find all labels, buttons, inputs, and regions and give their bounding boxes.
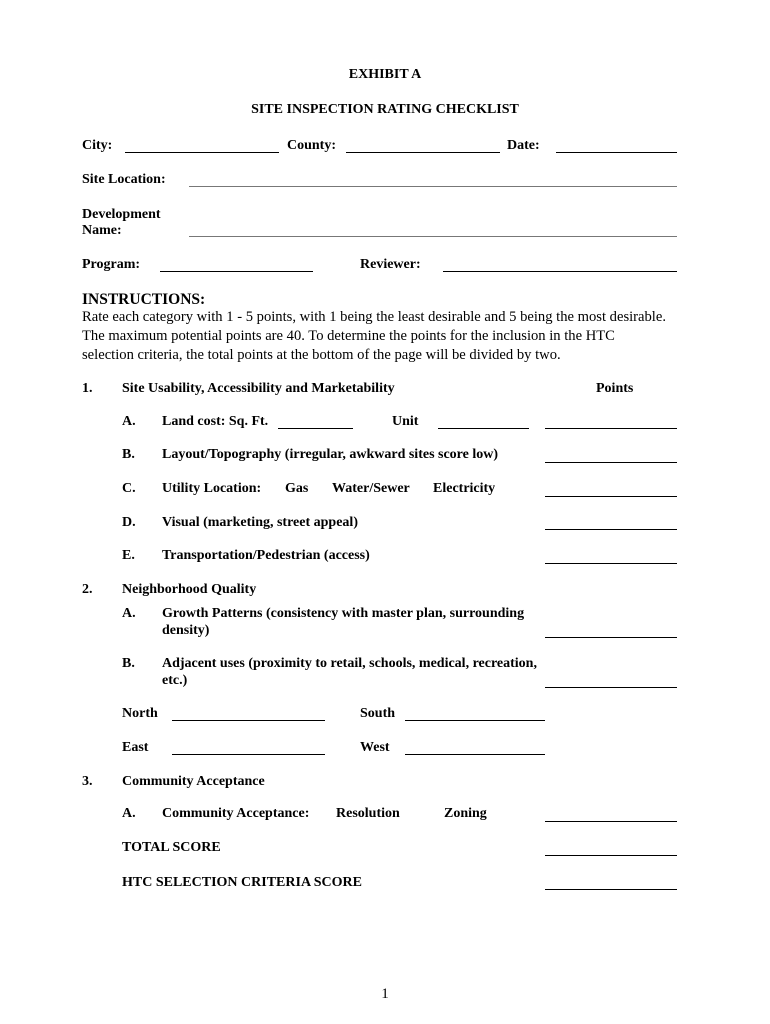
county-field[interactable] [346,152,500,153]
points-field-2a[interactable] [545,637,677,638]
resolution-label: Resolution [336,806,400,821]
section1-title: Site Usability, Accessibility and Marketability [122,381,395,396]
item-1a-label: Land cost: Sq. Ft. [162,414,269,429]
points-field-1b[interactable] [545,462,677,463]
county-label: County: [287,138,337,153]
reviewer-field[interactable] [443,271,677,272]
item-1d-letter: D. [122,515,136,530]
reviewer-label: Reviewer: [360,257,421,272]
item-1d-label: Visual (marketing, street appeal) [162,515,358,530]
item-1e-letter: E. [122,548,135,563]
development-label-line2: Name: [82,223,122,238]
city-field[interactable] [125,152,279,153]
item-1c-letter: C. [122,481,136,496]
points-field-1c[interactable] [545,496,677,497]
east-field[interactable] [172,754,325,755]
points-field-2b[interactable] [545,687,677,688]
instructions-line: Rate each category with 1 - 5 points, with 1 being the least desirable and 5 being the most desirable. [82,309,666,325]
total-score-label: TOTAL SCORE [122,840,221,855]
instructions-text [82,308,688,365]
instructions-line: The maximum potential points are 40. To determine the points for the inclusion in the HTC [82,328,615,344]
item-3a-label: Community Acceptance: [162,806,310,821]
item-2b-label-line2: etc.) [162,673,188,688]
north-label: North [122,706,158,721]
electricity-label: Electricity [433,481,496,496]
program-field[interactable] [160,271,313,272]
date-field[interactable] [556,152,677,153]
west-label: West [360,740,390,755]
development-name-field[interactable] [189,236,677,237]
instructions-line: selection criteria, the total points at the bottom of the page will be divided by two. [82,347,561,363]
unit-field[interactable] [438,428,529,429]
htc-score-field[interactable] [545,889,677,890]
points-header: Points [596,381,634,396]
item-2a-label-line2: density) [162,623,210,638]
section1-number: 1. [82,381,93,396]
east-label: East [122,740,149,755]
section2-title: Neighborhood Quality [122,582,257,597]
section2-number: 2. [82,582,93,597]
points-field-3a[interactable] [545,821,677,822]
west-field[interactable] [405,754,545,755]
instructions-heading: INSTRUCTIONS: [82,291,206,308]
item-1b-letter: B. [122,447,135,462]
site-location-field[interactable] [189,186,677,187]
item-3a-letter: A. [122,806,136,821]
south-label: South [360,706,396,721]
item-2a-letter: A. [122,606,136,621]
date-label: Date: [507,138,540,153]
south-field[interactable] [405,720,545,721]
site-location-label: Site Location: [82,172,166,187]
form-title: SITE INSPECTION RATING CHECKLIST [251,102,519,117]
development-label-line1: Development [82,207,161,222]
water-sewer-label: Water/Sewer [332,481,410,496]
north-field[interactable] [172,720,325,721]
item-2b-label-line1: Adjacent uses (proximity to retail, schools, medical, recreation, [162,656,537,671]
item-1b-label: Layout/Topography (irregular, awkward sites score low) [162,447,499,462]
program-label: Program: [82,257,141,272]
htc-score-label: HTC SELECTION CRITERIA SCORE [122,875,363,890]
item-2b-letter: B. [122,656,135,671]
points-field-1e[interactable] [545,563,677,564]
exhibit-label: EXHIBIT A [348,67,422,82]
city-label: City: [82,138,113,153]
sqft-field[interactable] [278,428,353,429]
page-number: 1 [381,986,389,1002]
item-1e-label: Transportation/Pedestrian (access) [162,548,370,563]
item-1a-letter: A. [122,414,136,429]
points-field-1d[interactable] [545,529,677,530]
section3-title: Community Acceptance [122,774,265,789]
points-field-1a[interactable] [545,428,677,429]
gas-label: Gas [285,481,309,496]
total-score-field[interactable] [545,855,677,856]
item-2a-label-line1: Growth Patterns (consistency with master plan, surrounding [162,606,525,621]
zoning-label: Zoning [444,806,487,821]
item-1c-label: Utility Location: [162,481,262,496]
unit-label: Unit [392,414,419,429]
section3-number: 3. [82,774,93,789]
